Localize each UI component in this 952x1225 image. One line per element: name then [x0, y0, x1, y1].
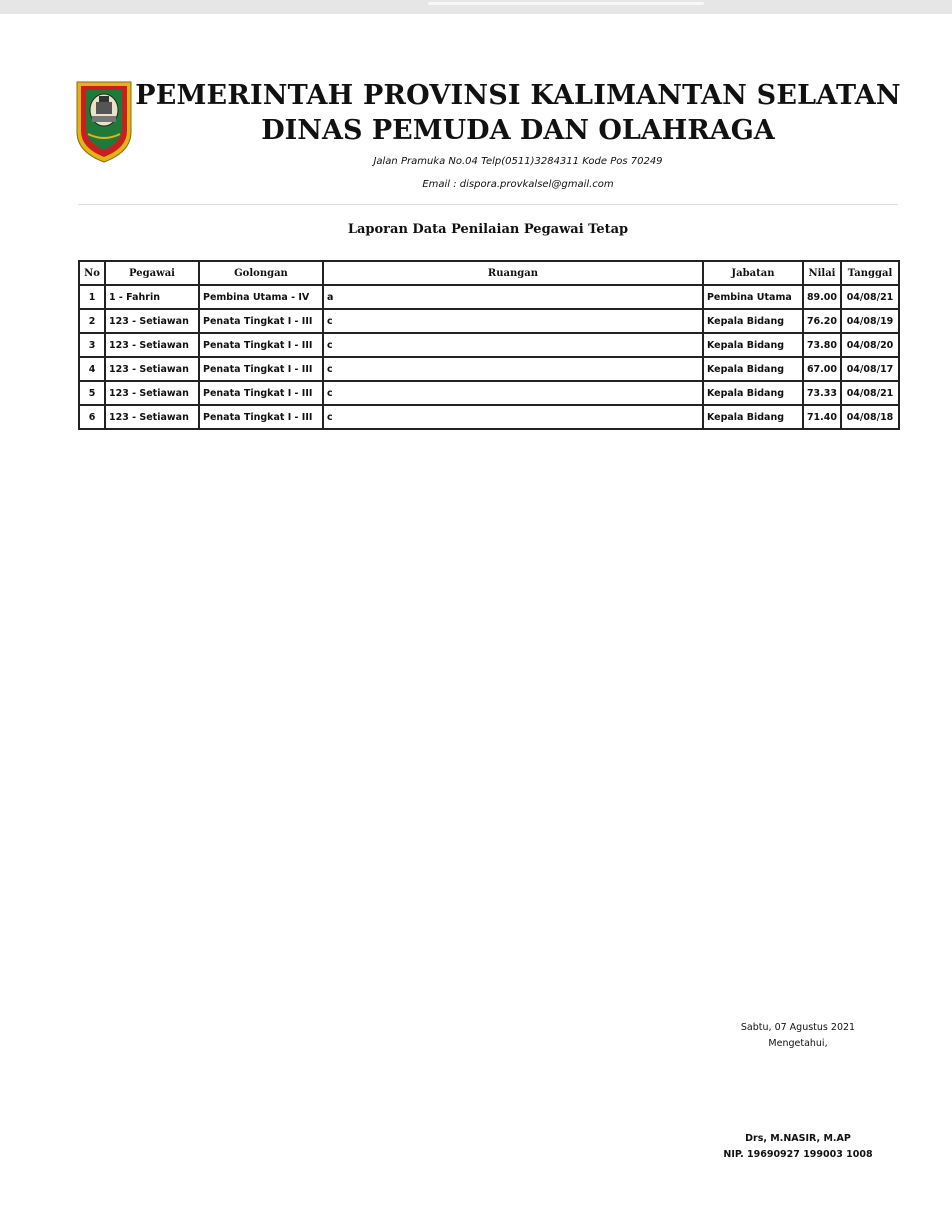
- cell-no: 6: [79, 405, 105, 429]
- cell-tanggal: 04/08/17: [841, 357, 899, 381]
- table-row: [79, 381, 899, 405]
- cell-tanggal: 04/08/19: [841, 309, 899, 333]
- cell-tanggal: 04/08/20: [841, 333, 899, 357]
- browser-top-bar: [0, 0, 952, 14]
- document-page: [8, 14, 952, 1225]
- header-ruangan: Ruangan: [323, 261, 703, 285]
- table-header-row: [79, 261, 899, 285]
- header-email: Email : dispora.provkalsel@gmail.com: [422, 179, 614, 190]
- cell-jabatan: Kepala Bidang: [703, 381, 803, 405]
- table-row: [79, 357, 899, 381]
- cell-nilai: 73.80: [803, 333, 841, 357]
- table-row: [79, 285, 899, 309]
- cell-pegawai: 1 - Fahrin: [105, 285, 199, 309]
- cell-ruangan: a: [323, 285, 703, 309]
- cell-ruangan: c: [323, 381, 703, 405]
- cell-nilai: 71.40: [803, 405, 841, 429]
- cell-pegawai: 123 - Setiawan: [105, 333, 199, 357]
- cell-tanggal: 04/08/21: [841, 285, 899, 309]
- cell-jabatan: Kepala Bidang: [703, 309, 803, 333]
- cell-golongan: Penata Tingkat I - III: [199, 381, 323, 405]
- cell-golongan: Penata Tingkat I - III: [199, 309, 323, 333]
- assessment-table: [78, 260, 900, 430]
- cell-ruangan: c: [323, 333, 703, 357]
- header-title-line-1: PEMERINTAH PROVINSI KALIMANTAN SELATAN: [135, 80, 901, 111]
- table-row: [79, 333, 899, 357]
- cell-nilai: 76.20: [803, 309, 841, 333]
- cell-nilai: 73.33: [803, 381, 841, 405]
- cell-no: 2: [79, 309, 105, 333]
- cell-jabatan: Pembina Utama: [703, 285, 803, 309]
- cell-jabatan: Kepala Bidang: [703, 405, 803, 429]
- report-title: Laporan Data Penilaian Pegawai Tetap: [347, 222, 629, 237]
- header-no: No: [79, 261, 105, 285]
- cell-tanggal: 04/08/18: [841, 405, 899, 429]
- cell-golongan: Penata Tingkat I - III: [199, 405, 323, 429]
- cell-ruangan: c: [323, 357, 703, 381]
- header-tanggal: Tanggal: [841, 261, 899, 285]
- cell-no: 3: [79, 333, 105, 357]
- cell-golongan: Pembina Utama - IV: [199, 285, 323, 309]
- cell-no: 4: [79, 357, 105, 381]
- cell-golongan: Penata Tingkat I - III: [199, 333, 323, 357]
- table-row: [79, 405, 899, 429]
- cell-nilai: 89.00: [803, 285, 841, 309]
- cell-nilai: 67.00: [803, 357, 841, 381]
- signature-label: Mengetahui,: [768, 1038, 828, 1049]
- cell-golongan: Penata Tingkat I - III: [199, 357, 323, 381]
- cell-pegawai: 123 - Setiawan: [105, 381, 199, 405]
- cell-no: 1: [79, 285, 105, 309]
- cell-ruangan: c: [323, 309, 703, 333]
- cell-jabatan: Kepala Bidang: [703, 333, 803, 357]
- header-nilai: Nilai: [803, 261, 841, 285]
- table-row: [79, 309, 899, 333]
- cell-pegawai: 123 - Setiawan: [105, 357, 199, 381]
- signature-date: Sabtu, 07 Agustus 2021: [740, 1022, 856, 1033]
- header-golongan: Golongan: [199, 261, 323, 285]
- browser-tab-indicator: [428, 2, 704, 5]
- cell-pegawai: 123 - Setiawan: [105, 309, 199, 333]
- signature-name: Drs, M.NASIR, M.AP: [745, 1133, 851, 1144]
- header-divider: [78, 204, 898, 205]
- cell-jabatan: Kepala Bidang: [703, 357, 803, 381]
- header-jabatan: Jabatan: [703, 261, 803, 285]
- signature-nip: NIP. 19690927 199003 1008: [723, 1149, 873, 1160]
- header-address: Jalan Pramuka No.04 Telp(0511)3284311 Kode Pos 70249: [373, 156, 663, 167]
- cell-pegawai: 123 - Setiawan: [105, 405, 199, 429]
- header-pegawai: Pegawai: [105, 261, 199, 285]
- header-title-line-2: DINAS PEMUDA DAN OLAHRAGA: [261, 115, 775, 146]
- cell-ruangan: c: [323, 405, 703, 429]
- cell-no: 5: [79, 381, 105, 405]
- cell-tanggal: 04/08/21: [841, 381, 899, 405]
